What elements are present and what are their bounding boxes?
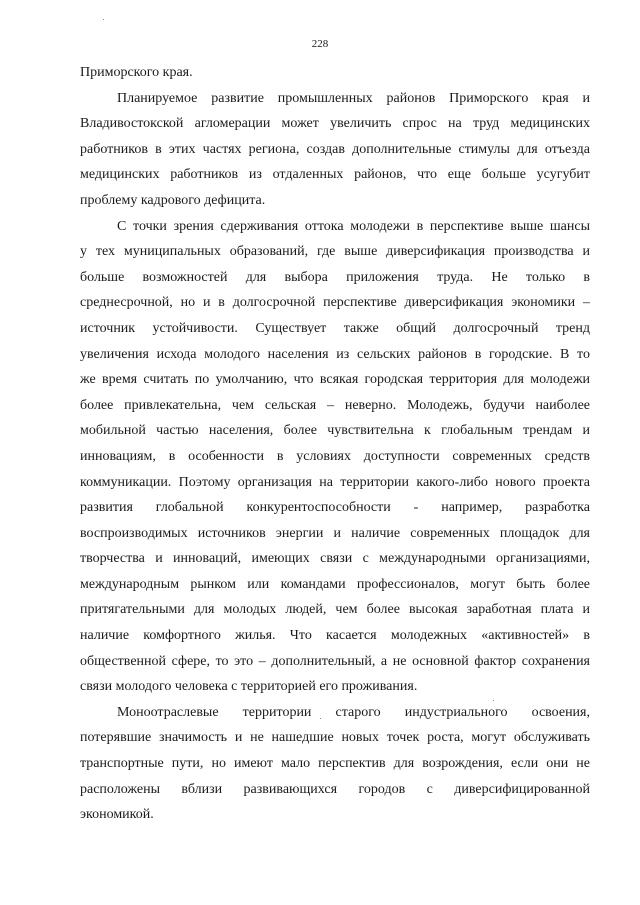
text-line: источник устойчивости. Существует также общий долгосрочный тренд — [80, 320, 590, 336]
text-line: же время считать по умолчанию, что всякая городская территория для молодежи — [80, 372, 590, 388]
text-line: международным рынком или командами профессионалов, могут быть более — [80, 576, 590, 592]
text-line: притягательными для молодых людей, чем более высокая заработная плата и — [80, 602, 590, 618]
text-line: воспроизводимых источников энергии и наличие современных площадок для — [80, 525, 590, 541]
text-line: общественной сфере, то это – дополнительный, а не основной фактор сохранения — [80, 653, 590, 669]
paragraph — [80, 60, 590, 86]
text-line: связи молодого человека с территорией его проживания. — [80, 679, 418, 695]
text-line: больше возможностей для выбора приложения труда. Не только в — [80, 269, 590, 285]
paragraph — [80, 700, 590, 828]
page-number: 228 — [311, 38, 329, 50]
text-line: Владивостокской агломерации может увеличить спрос на труд медицинских — [80, 116, 590, 132]
text-line: С точки зрения сдерживания оттока молодежи в перспективе выше шансы — [117, 218, 590, 234]
text-line: развития глобальной конкурентоспособности - например, разработка — [80, 500, 590, 516]
text-line: у тех муниципальных образований, где выше диверсификация производства и — [80, 244, 590, 260]
scan-speck — [103, 19, 104, 20]
text-line: Планируемое развитие промышленных районов Приморского края и — [117, 90, 590, 106]
text-line: Приморского края. — [80, 65, 193, 80]
text-line: работников в этих частях региона, создав дополнительные стимулы для отъезда — [80, 141, 590, 157]
text-line: творчества и инноваций, имеющих связи с международными организациями, — [80, 551, 590, 567]
text-line: Моноотраслевые территории старого индустриального освоения, — [117, 704, 590, 720]
paragraph — [80, 214, 590, 700]
text-line: проблему кадрового дефицита. — [80, 192, 266, 208]
document-body — [80, 60, 590, 828]
text-line: медицинских работников из отдаленных районов, что еще больше усугубит — [80, 167, 590, 183]
text-line: экономикой. — [80, 807, 154, 823]
text-line: среднесрочной, но и в долгосрочной перспективе диверсификация экономики – — [80, 295, 590, 311]
text-line: коммуникации. Поэтому организация на территории какого-либо нового проекта — [80, 474, 590, 490]
text-line: транспортные пути, но имеют мало перспектив для возрождения, если они не — [80, 756, 590, 772]
paragraph — [80, 86, 590, 214]
text-line: более привлекательна, чем сельская – неверно. Молодежь, будучи наиболее — [80, 397, 590, 413]
text-line: инновациям, в особенности в условиях доступности современных средств — [80, 448, 590, 464]
text-line: мобильной частью населения, более чувствительна к глобальным трендам и — [80, 423, 590, 439]
text-line: увеличения исхода молодого населения из сельских районов в городские. В то — [80, 346, 590, 362]
text-line: потерявшие значимость и не нашедшие новых точек роста, могут обслуживать — [80, 730, 590, 746]
text-line: расположены вблизи развивающихся городов с диверсифицированной — [80, 781, 590, 797]
text-line: наличие комфортного жилья. Что касается молодежных «активностей» в — [80, 628, 590, 644]
